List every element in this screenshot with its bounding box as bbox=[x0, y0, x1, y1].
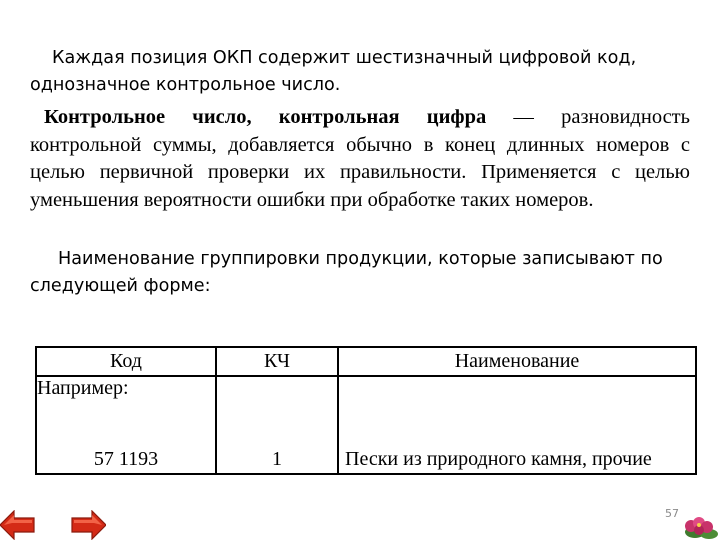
paragraph-control-digit bbox=[30, 104, 690, 214]
flower-icon bbox=[677, 510, 720, 540]
paragraph-grouping-name: Наименование группировки продукции, которые записывают по следующей форме: bbox=[30, 249, 663, 296]
example-label: Например: bbox=[36, 376, 216, 410]
cell-name bbox=[338, 440, 696, 474]
table-header-row bbox=[36, 347, 696, 376]
arrow-right-icon[interactable] bbox=[70, 510, 106, 540]
cell-kch bbox=[216, 440, 338, 474]
definition-text: — разновидность контрольной суммы, добавляется обычно в конец длинных номеров с целью первичной проверки их правильности. Применяется с целью уменьшения вероятности ошибки при обработке таких номеров. bbox=[30, 106, 690, 211]
header-name: Наименование bbox=[338, 347, 696, 376]
empty-cell bbox=[216, 376, 338, 410]
header-kch: КЧ bbox=[216, 347, 338, 376]
table-row bbox=[36, 376, 696, 410]
arrow-left-icon[interactable] bbox=[0, 510, 36, 540]
header-code: Код bbox=[36, 347, 216, 376]
paragraph-okp-code: Каждая позиция ОКП содержит шестизначный цифровой код, однозначное контрольное число. bbox=[30, 48, 637, 95]
empty-cell bbox=[338, 376, 696, 410]
page-number: 57 bbox=[665, 507, 679, 520]
table-row bbox=[36, 410, 696, 440]
kch-value: 1 bbox=[272, 448, 282, 470]
term-control-digit: Контрольное число, контрольная цифра bbox=[44, 106, 487, 128]
empty-cell bbox=[338, 410, 696, 440]
code-value: 57 1193 bbox=[93, 448, 159, 470]
table-row bbox=[36, 440, 696, 474]
name-value: Пески из природного камня, прочие bbox=[345, 448, 652, 470]
okp-table bbox=[35, 346, 697, 475]
cell-code bbox=[36, 440, 216, 474]
empty-cell bbox=[36, 410, 216, 440]
empty-cell bbox=[216, 410, 338, 440]
